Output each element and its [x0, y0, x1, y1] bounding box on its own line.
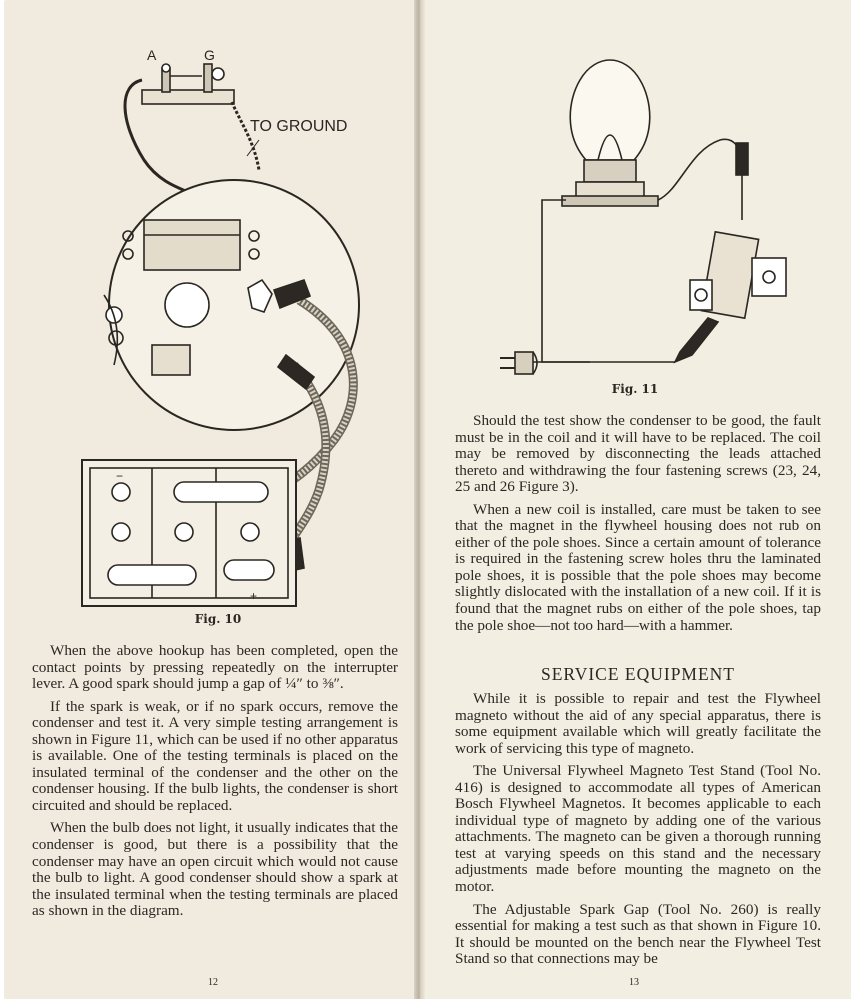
paragraph: If the spark is weak, or if no spark occurs, remove the condenser and test it. A very simple testing arrangement is shown in Figure 11, which can be used if no other apparatus is available. One of the testing terminals is placed on the insulated terminal of the condenser and the other on the condenser housing. If the bulb lights, the condenser is short circuited and should be replaced. — [32, 697, 398, 814]
section-heading: SERVICE EQUIPMENT — [541, 664, 735, 684]
right-body-text — [455, 413, 821, 634]
right-page — [425, 0, 851, 999]
label-minus: − — [116, 469, 124, 483]
page-number-13: 13 — [629, 977, 639, 988]
label-g: G — [204, 47, 215, 63]
paragraph: While it is possible to repair and test the Flywheel magneto without the aid of any special apparatus, there is some equipment available which will greatly facilitate the work of servicing this type of magneto. — [455, 690, 821, 757]
label-a: A — [147, 47, 157, 63]
paragraph: The Adjustable Spark Gap (Tool No. 260) is really essential for making a test such as that shown in Figure 10. It should be mounted on the bench near the Flywheel Test Stand so that connections may be — [455, 900, 821, 968]
paragraph: When a new coil is installed, care must be taken to see that the magnet in the flywheel housing does not rub on either of the pole shoes. Since a certain amount of tolerance is required in the fastening screw holes thru the laminated pole shoes, it is possible that the pole shoes may become slightly dislocated with the installation of a new coil. If it is found that the magnet rubs on either of the pole shoes, tap the pole shoe—not too hard—with a hammer. — [455, 500, 821, 634]
paragraph: Should the test show the condenser to be good, the fault must be in the coil and it will have to be replaced. The coil may be removed by disconnecting the leads attached thereto and withdrawing the four fastening screws (23, 24, 25 and 26 Figure 3). — [455, 412, 821, 496]
fig-11-diagram — [480, 40, 810, 380]
fig-11-caption: Fig. 11 — [611, 382, 659, 396]
left-page — [4, 0, 414, 999]
paragraph: When the bulb does not light, it usually indicates that the condenser is good, but there is a possibility that the condenser may have an open circuit which would not cause the bulb to light. A good condenser should show a spark at the insulated terminal when the testing terminals are placed as shown in the diagram. — [32, 819, 398, 920]
paragraph: The Universal Flywheel Magneto Test Stand (Tool No. 416) is designed to accommodate all types of American Bosch Flywheel Magnetos. It becomes applicable to each individual type of magneto by adding one of the various attachments. The magneto can be given a thorough running test at varying speeds on this stand and the necessary adjustments made before mounting the magneto on the motor. — [455, 762, 821, 896]
label-to-ground: TO GROUND — [250, 118, 348, 135]
right-body-text-2 — [455, 691, 821, 968]
paragraph: When the above hookup has been completed, open the contact points by pressing repeatedly on the interrupter lever. A good spark should jump a gap of ¼″ to ⅜″. — [32, 642, 398, 693]
label-plus: + — [250, 589, 258, 603]
left-body-text — [32, 643, 398, 920]
book-gutter — [414, 0, 425, 999]
fig-10-diagram — [64, 40, 384, 610]
page-number-12: 12 — [208, 977, 218, 988]
fig-10-caption: Fig. 10 — [194, 612, 242, 626]
